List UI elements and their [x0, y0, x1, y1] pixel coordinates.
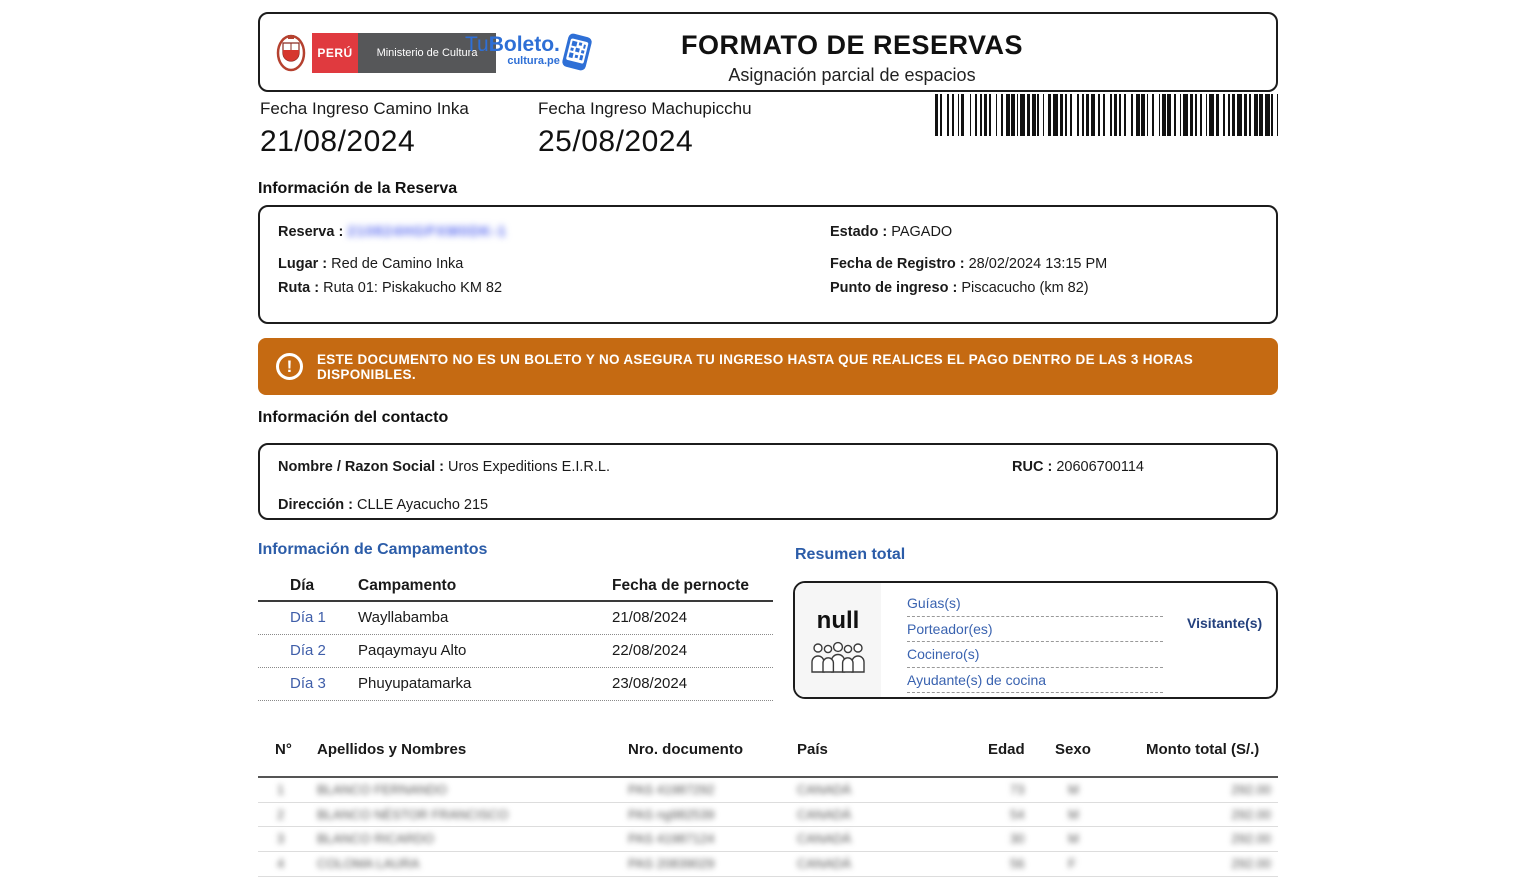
- punto-ingreso-field: Punto de ingreso : Piscacucho (km 82): [830, 280, 1089, 296]
- role-ayudante: Ayudante(s) de cocina: [907, 668, 1163, 694]
- warning-text: ESTE DOCUMENTO NO ES UN BOLETO Y NO ASEGURA TU INGRESO HASTA QUE REALICES EL PAGO DENTRO DE LAS 3 HORAS DISPONIBLES.: [317, 351, 1193, 382]
- role-cocinero: Cocinero(s): [907, 642, 1163, 668]
- visitantes-label: Visitante(s): [1187, 615, 1263, 631]
- document-header: [258, 12, 1278, 92]
- col-numero: N°: [275, 741, 292, 758]
- col-dia: Día: [290, 577, 315, 594]
- visitor-row-redacted: 4 COLOMA LAURA PAS 20839029 CANADÁ 56 F 292.00: [258, 852, 1278, 877]
- barcode: [935, 94, 1278, 136]
- section-title-contacto: Información del contacto: [258, 409, 449, 426]
- peru-red-box: [312, 33, 358, 73]
- ministry-label: Ministerio de Cultura: [376, 47, 478, 59]
- reserva-box: [258, 205, 1278, 324]
- section-title-reserva: Información de la Reserva: [258, 180, 458, 197]
- role-guias: Guías(s): [907, 591, 1163, 617]
- fecha-registro-field: Fecha de Registro : 28/02/2024 13:15 PM: [830, 256, 1108, 272]
- campamento-row: Día 3 Phuyupatamarka 23/08/2024: [258, 668, 773, 701]
- document-title: FORMATO DE RESERVAS: [680, 30, 1024, 60]
- contacto-box: [258, 443, 1278, 520]
- date-label: Fecha Ingreso Machupicchu: [538, 99, 752, 118]
- ruc-field: RUC : 20606700114: [1012, 459, 1144, 475]
- date-value: 25/08/2024: [538, 125, 694, 158]
- section-title-resumen: Resumen total: [795, 546, 906, 563]
- document-subtitle: Asignación parcial de espacios: [728, 65, 976, 85]
- ruta-field: Ruta : Ruta 01: Piskakucho KM 82: [278, 280, 503, 296]
- lugar-field: Lugar : Red de Camino Inka: [278, 256, 464, 272]
- col-monto-total: Monto total (S/.): [1146, 741, 1260, 758]
- peru-ministry-logo: [276, 32, 496, 74]
- tuboleto-cultura-label: cultura.pe: [507, 55, 560, 67]
- col-sexo: Sexo: [1055, 741, 1091, 758]
- peru-coat-of-arms-icon: [276, 34, 306, 72]
- visitor-row-redacted: 1 BLANCO FERNANDO PAS 41987292 CANADÁ 73 M 292.00: [258, 778, 1278, 803]
- peru-label: PERÚ: [317, 46, 353, 60]
- col-apellidos-nombres: Apellidos y Nombres: [317, 741, 467, 758]
- razon-social-field: Nombre / Razon Social : Uros Expeditions E.I.R.L.: [278, 459, 611, 475]
- visitor-row-redacted: 2 BLANCO NÉSTOR FRANCISCO PAS ng982539 CANADÁ 54 M 292.00: [258, 803, 1278, 828]
- visitor-row-redacted: 3 BLANCO RICARDO PAS 41987124 CANADÁ 30 M 292.00: [258, 827, 1278, 852]
- direccion-field: Dirección : CLLE Ayacucho 215: [278, 497, 489, 513]
- role-porteador: Porteador(es): [907, 617, 1163, 643]
- date-label: Fecha Ingreso Camino Inka: [260, 99, 469, 118]
- section-title-campamentos: Información de Campamentos: [258, 541, 488, 558]
- warning-banner: [258, 338, 1278, 395]
- resumen-count-panel: [795, 583, 881, 697]
- estado-field: Estado : PAGADO: [830, 224, 953, 240]
- campamentos-table: [258, 570, 773, 701]
- campamento-row: Día 1 Wayllabamba 21/08/2024: [258, 602, 773, 635]
- col-campamento: Campamento: [358, 577, 457, 594]
- reserva-code-redacted: 210824HGPXM0DK-1: [347, 224, 507, 240]
- resumen-null-value: null: [816, 607, 860, 634]
- col-pais: País: [797, 741, 828, 758]
- visitors-table-body: [258, 776, 1278, 877]
- col-fecha-pernocte: Fecha de pernocte: [612, 577, 749, 594]
- fecha-ingreso-camino-inka: [260, 99, 469, 159]
- resumen-roles-list: [907, 591, 1163, 693]
- col-nro-documento: Nro. documento: [628, 741, 743, 758]
- exclamation-icon: !: [276, 353, 303, 380]
- group-people-icon: [810, 639, 866, 673]
- resumen-box: [793, 581, 1278, 699]
- campamentos-header-row: [258, 570, 773, 602]
- reserva-field: Reserva : 210824HGPXM0DK-1: [278, 224, 507, 240]
- campamento-row: Día 2 Paqaymayu Alto 22/08/2024: [258, 635, 773, 668]
- date-value: 21/08/2024: [260, 125, 416, 158]
- fecha-ingreso-machupicchu: [538, 99, 752, 159]
- col-edad: Edad: [988, 741, 1025, 758]
- tuboleto-wordmark: TuBoleto.: [465, 33, 560, 56]
